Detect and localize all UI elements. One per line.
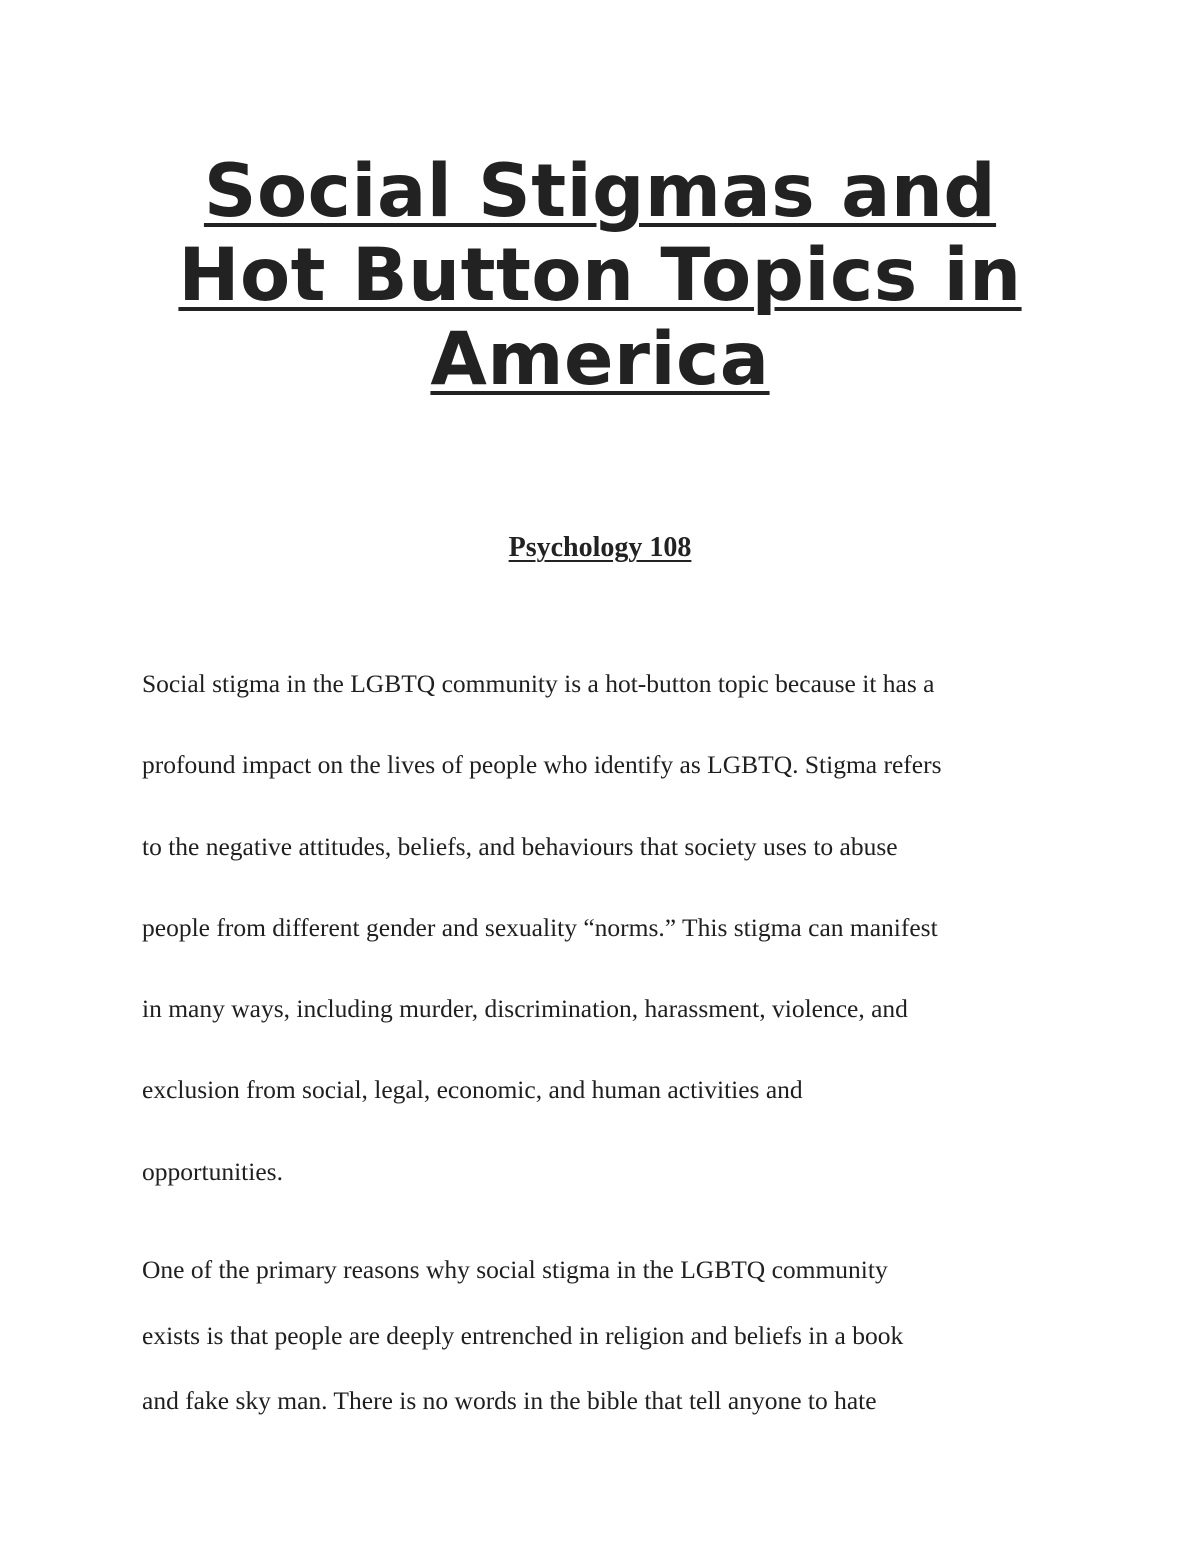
paragraph-line: opportunities.: [142, 1156, 283, 1186]
paragraph-line: to the negative attitudes, beliefs, and behaviours that society uses to abuse: [142, 831, 898, 861]
document-title: [150, 150, 1050, 402]
paragraph-2: [142, 1237, 1062, 1434]
paragraph-1: [142, 643, 1062, 1212]
title-line: Hot Button Topics in: [178, 233, 1022, 318]
paragraph-line: people from different gender and sexuality “norms.” This stigma can manifest: [142, 912, 938, 942]
paragraph-line: profound impact on the lives of people who identify as LGBTQ. Stigma refers: [142, 750, 942, 780]
course-subtitle: Psychology 108: [508, 532, 692, 563]
paragraph-line: in many ways, including murder, discrimination, harassment, violence, and: [142, 994, 908, 1024]
paragraph-line: and fake sky man. There is no words in the bible that tell anyone to hate: [142, 1386, 877, 1415]
paragraph-line: exclusion from social, legal, economic, and human activities and: [142, 1075, 803, 1105]
title-line: Social Stigmas and: [203, 149, 997, 234]
paragraph-line: exists is that people are deeply entrenched in religion and beliefs in a book: [142, 1320, 904, 1350]
paragraph-line: Social stigma in the LGBTQ community is a hot-button topic because it has a: [142, 669, 935, 698]
title-line: America: [430, 317, 770, 402]
paragraph-line: One of the primary reasons why social stigma in the LGBTQ community: [142, 1255, 888, 1284]
